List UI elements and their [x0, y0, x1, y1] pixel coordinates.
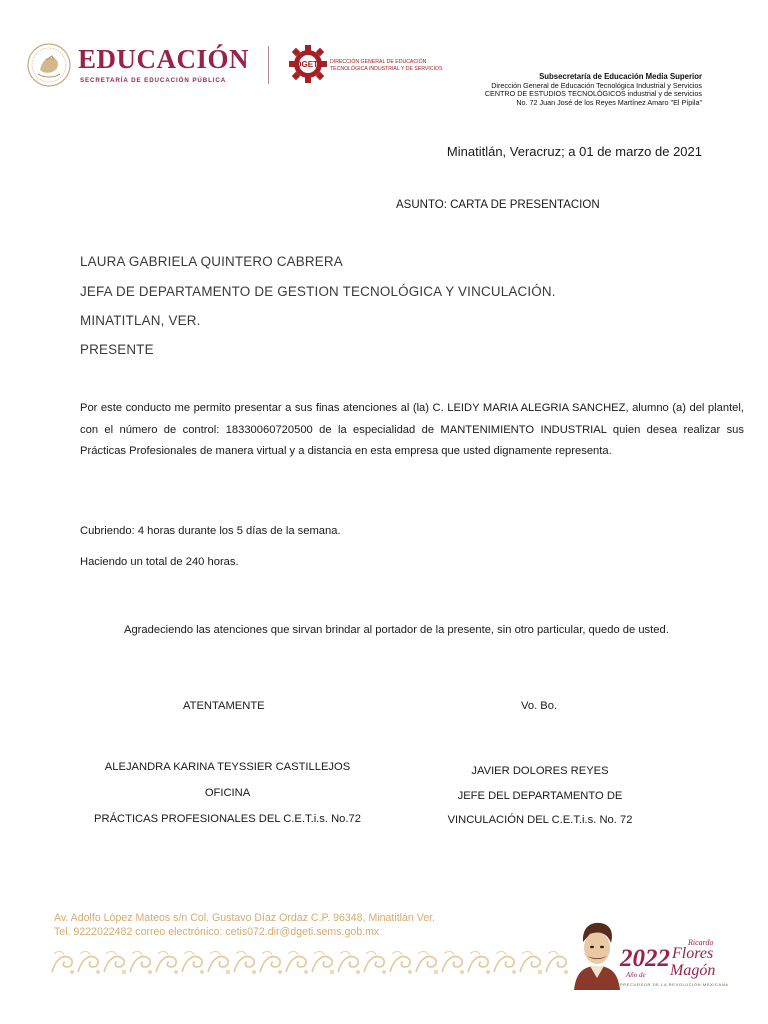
signature-block-left: [80, 754, 375, 832]
dgeti-gear-icon: [288, 44, 328, 84]
institution-line: Dirección General de Educación Tecnológica Industrial y Servicios: [491, 80, 702, 90]
ricardo-flores-magon-portrait: [570, 916, 624, 990]
year-name-first: Ricardo: [688, 938, 714, 947]
year-logo: [620, 935, 728, 989]
approver-name: JAVIER DOLORES REYES: [471, 765, 609, 777]
year-name-middle: Flores: [672, 945, 714, 962]
body-paragraph: Por este conducto me permito presentar a sus finas atenciones al (la) C. LEIDY MARIA ALEGRIA SANCHEZ, alumno (a) del plantel, con el número de control: 18330060720500 de la especialidad de MANTENIMIENTO INDUSTRIAL quien desea realizar sus Prácticas Profesionales de manera virtual y a distancia en esta empresa que usted dignamente representa.: [80, 402, 744, 457]
institution-line: Subsecretaría de Educación Media Superior: [539, 72, 702, 81]
signer-department: PRÁCTICAS PROFESIONALES DEL C.E.T.i.s. No.72: [94, 813, 361, 825]
signer-role: OFICINA: [204, 787, 251, 799]
recipient-city: MINATITLAN, VER.: [80, 313, 201, 328]
sep-subtitle: SECRETARÍA DE EDUCACIÓN PÚBLICA: [80, 77, 227, 84]
footer-phone-email-line: Tel. 9222022482 correo electrónico: cetis072.dir@dgeti.sems.gob.mx: [54, 926, 380, 938]
year-name-last: Magón: [670, 962, 716, 979]
subject-line: ASUNTO: CARTA DE PRESENTACION: [396, 199, 600, 211]
footer-address-line: Av. Adolfo López Mateos s/n Col. Gustavo Díaz Ordaz C.P. 96348, Minatitlán Ver.: [54, 912, 435, 924]
total-hours-line: Haciendo un total de 240 horas.: [80, 556, 239, 568]
dgeti-acronym: DGETI: [295, 60, 321, 69]
recipient-name: LAURA GABRIELA QUINTERO CABRERA: [80, 254, 343, 269]
signature-block-right: [420, 759, 660, 833]
closing-paragraph: Agradeciendo las atenciones que sirvan brindar al portador de la presente, sin otro particular, quedo de usted.: [124, 624, 669, 636]
sign-off-heading: ATENTAMENTE: [183, 700, 265, 712]
institution-line: No. 72 Juan José de los Reyes Martínez Amaro "El Pípila": [516, 98, 702, 108]
place-date: Minatitlán, Veracruz; a 01 de marzo de 2021: [446, 144, 702, 159]
institution-block: [485, 73, 702, 108]
signer-name: ALEJANDRA KARINA TEYSSIER CASTILLEJOS: [104, 761, 351, 773]
footer-ornament: [50, 948, 570, 978]
recipient-title: JEFA DE DEPARTAMENTO DE GESTION TECNOLÓGICA Y VINCULACIÓN.: [80, 284, 556, 299]
year-subtitle: PRECURSOR DE LA REVOLUCIÓN MEXICANA: [620, 982, 729, 987]
dgeti-text: [330, 59, 443, 72]
approval-heading: Vo. Bo.: [521, 700, 558, 712]
approver-role: JEFE DEL DEPARTAMENTO DE: [457, 789, 623, 802]
dgeti-line-1: DIRECCIÓN GENERAL DE EDUCACIÓN: [330, 59, 427, 65]
year-ano: Año de: [626, 971, 646, 979]
mexican-seal-icon: [26, 42, 72, 88]
approver-department: VINCULACIÓN DEL C.E.T.i.s. No. 72: [447, 814, 633, 826]
header-divider: [268, 46, 269, 84]
institution-line: CENTRO DE ESTUDIOS TECNOLÓGICOS industrial y de servicios: [484, 89, 702, 99]
dgeti-line-2: TECNOLÓGICA INDUSTRIAL Y DE SERVICIOS: [330, 65, 443, 72]
recipient-present: PRESENTE: [80, 342, 154, 357]
educacion-logo-text: EDUCACIÓN: [78, 44, 250, 74]
year-number: 2022: [620, 945, 670, 972]
hours-line: Cubriendo: 4 horas durante los 5 días de la semana.: [80, 525, 341, 537]
footer-contact: [54, 911, 435, 939]
